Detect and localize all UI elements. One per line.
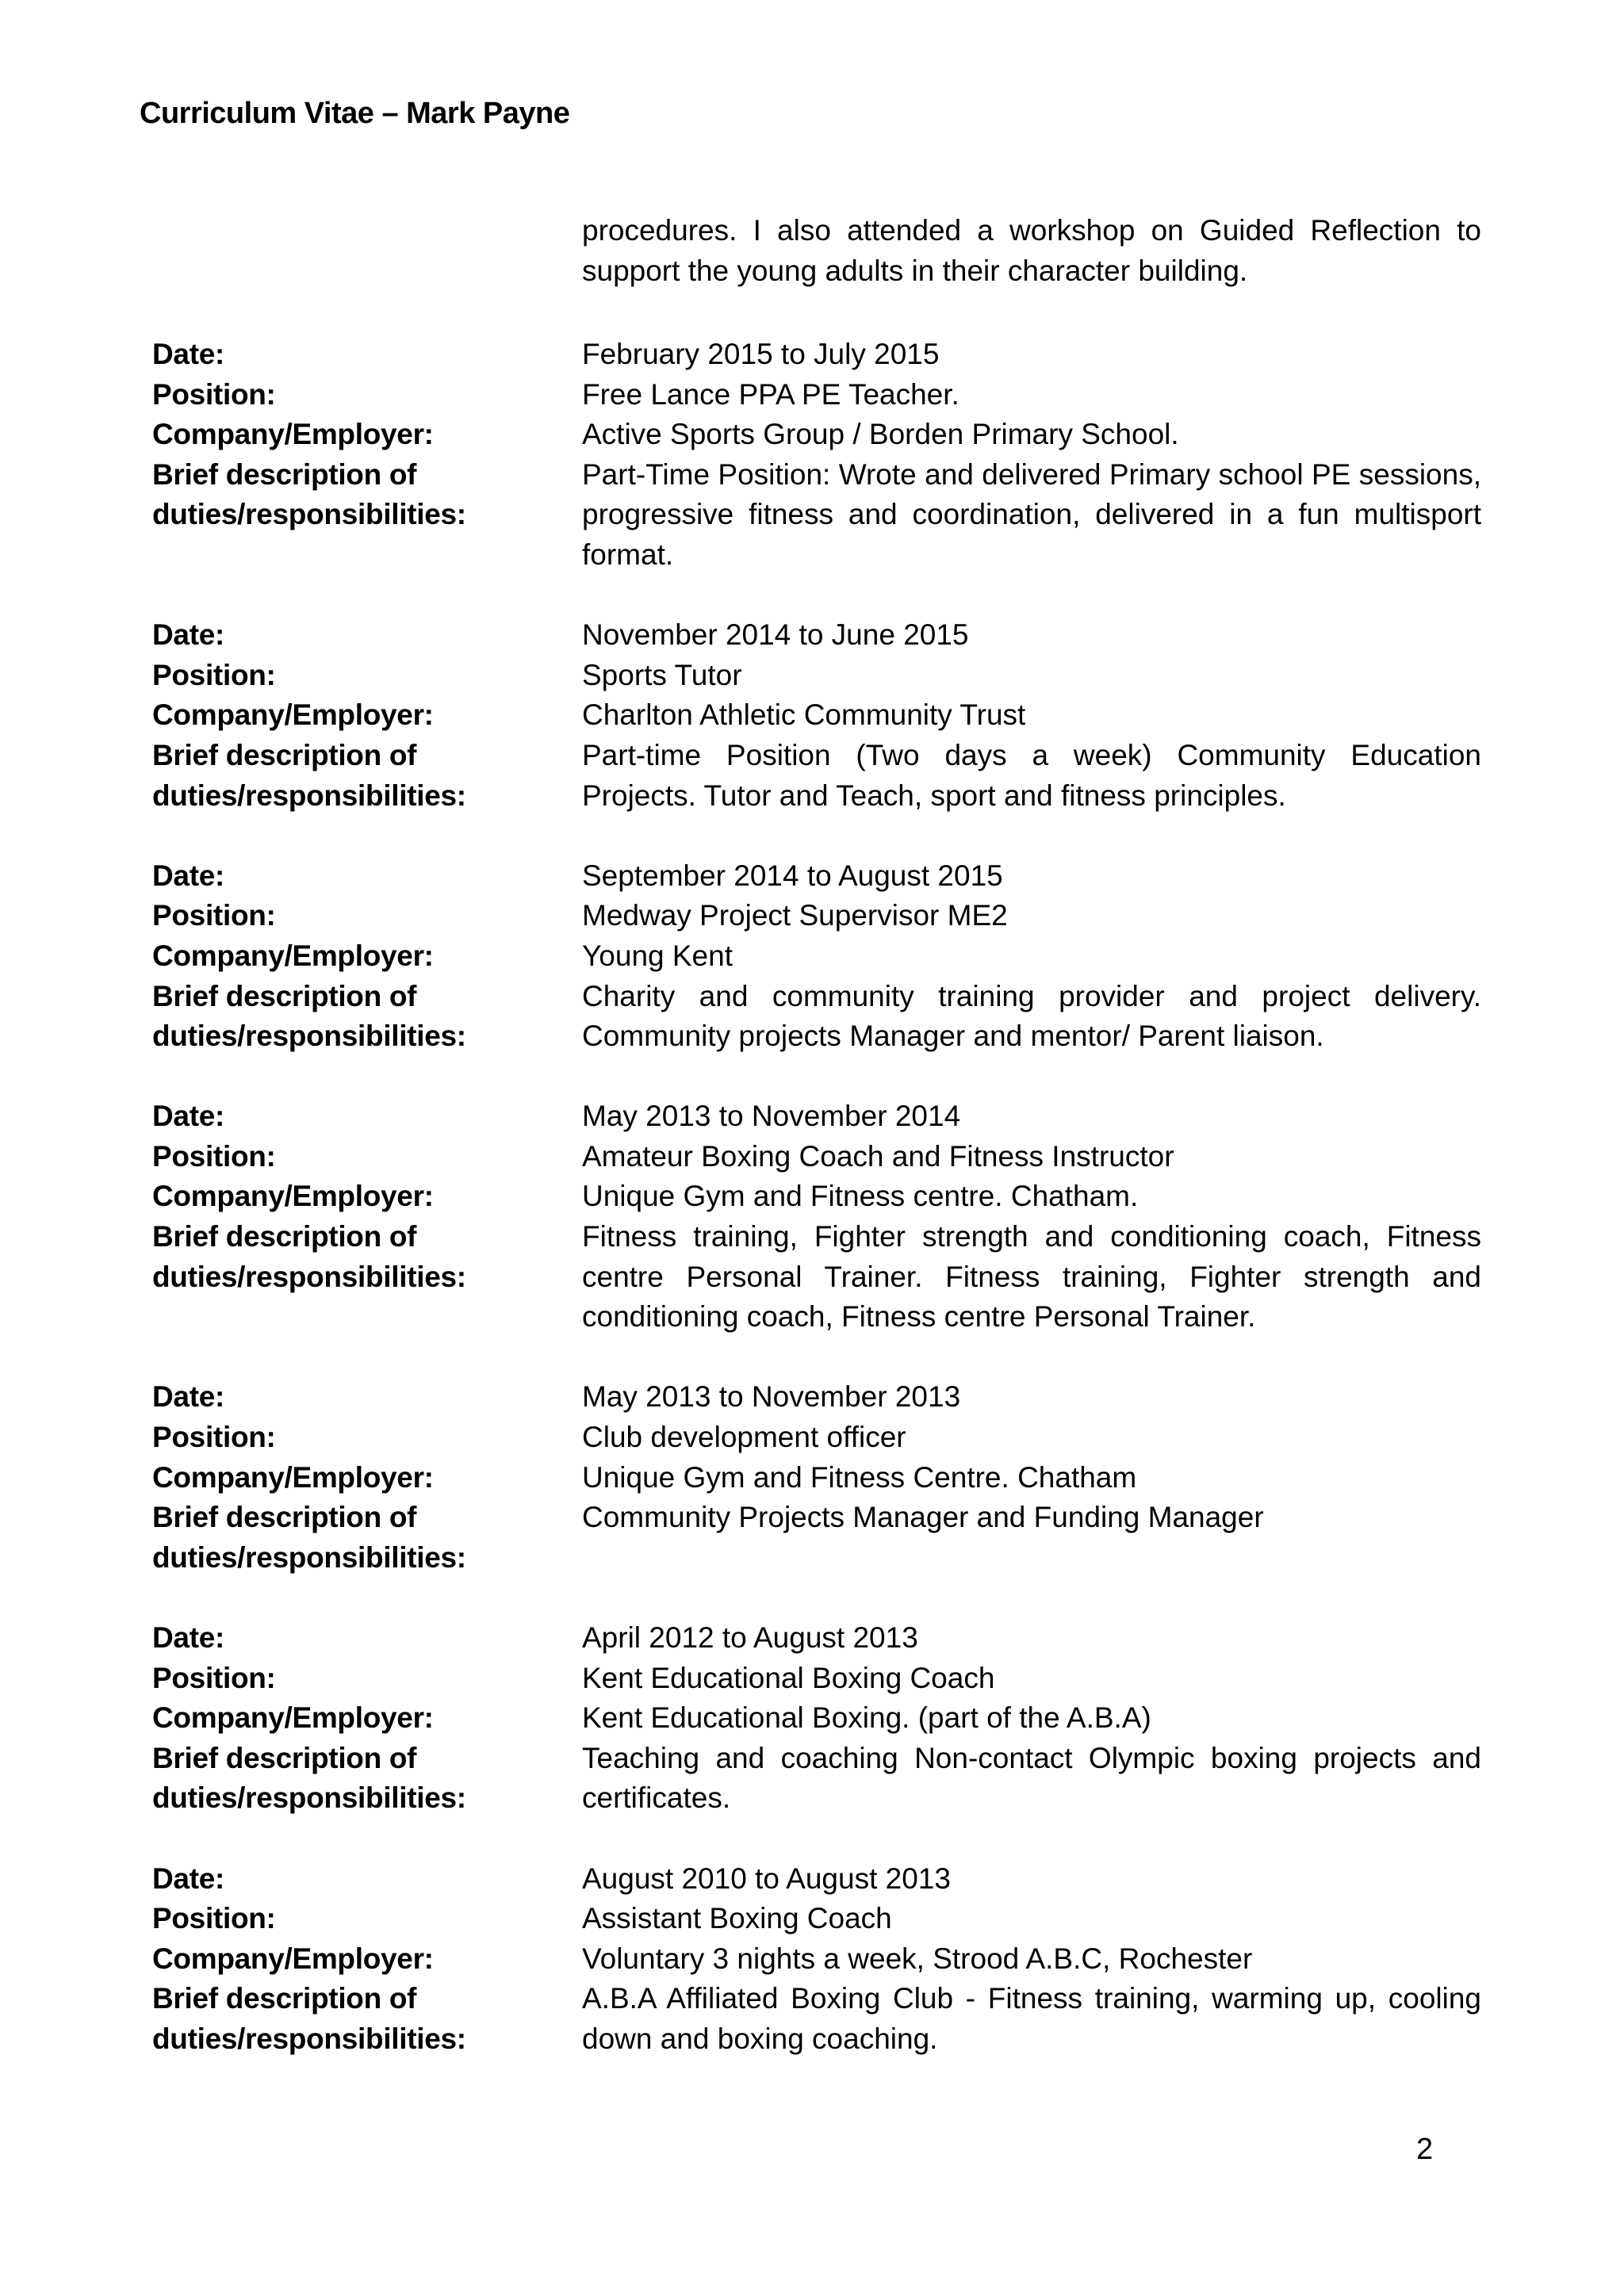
date-label: Date: — [152, 1380, 225, 1414]
description-label — [152, 455, 582, 535]
description-label-line2: duties/responsibilities: — [152, 1020, 466, 1053]
position-label: Position: — [152, 1421, 276, 1454]
date-value: August 2010 to August 2013 — [582, 1862, 951, 1895]
date-row — [152, 1096, 1481, 1137]
description-label — [152, 1739, 582, 1819]
position-value: Assistant Boxing Coach — [582, 1902, 892, 1935]
page-number: 2 — [1416, 2133, 1434, 2166]
date-row — [152, 856, 1481, 897]
company-value: Young Kent — [582, 939, 733, 972]
description-value: Community Projects Manager and Funding Manager — [582, 1501, 1264, 1534]
date-value: April 2012 to August 2013 — [582, 1621, 918, 1654]
date-row — [152, 335, 1481, 375]
date-row — [152, 1618, 1481, 1659]
date-row — [152, 1859, 1481, 1900]
description-value: Fitness training, Fighter strength and conditioning coach, Fitness centre Personal Trainer. Fitness training, Fighter strength and conditioning coach, Fitness centre Personal Trainer. — [582, 1220, 1481, 1334]
company-label: Company/Employer: — [152, 1701, 434, 1735]
description-label-line2: duties/responsibilities: — [152, 1781, 466, 1815]
company-label: Company/Employer: — [152, 418, 434, 451]
company-row — [152, 415, 1481, 455]
date-value: February 2015 to July 2015 — [582, 338, 940, 370]
description-value: Teaching and coaching Non-contact Olympic boxing projects and certificates. — [582, 1741, 1481, 1815]
description-value: A.B.A Affiliated Boxing Club - Fitness training, warming up, cooling down and boxing coaching. — [582, 1982, 1481, 2055]
position-row — [152, 1418, 1481, 1458]
position-value: Sports Tutor — [582, 658, 742, 691]
date-value: May 2013 to November 2013 — [582, 1380, 961, 1414]
description-row — [152, 1217, 1481, 1337]
position-row — [152, 1137, 1481, 1177]
position-label: Position: — [152, 899, 276, 932]
description-label-line1: Brief description of — [152, 738, 417, 771]
description-row — [152, 1498, 1481, 1578]
description-value: Charity and community training provider and project delivery. Community projects Manager and mentor/ Parent liaison. — [582, 979, 1481, 1053]
date-label: Date: — [152, 1621, 225, 1654]
date-label: Date: — [152, 859, 225, 892]
description-label — [152, 1498, 582, 1578]
company-value: Active Sports Group / Borden Primary School. — [582, 418, 1179, 451]
description-label-line2: duties/responsibilities: — [152, 2022, 466, 2055]
position-value: Club development officer — [582, 1421, 906, 1454]
description-row — [152, 1979, 1481, 2059]
position-label: Position: — [152, 658, 276, 691]
position-value: Free Lance PPA PE Teacher. — [582, 377, 959, 411]
employment-entry — [152, 1096, 1481, 1337]
position-row — [152, 1899, 1481, 1939]
date-value: May 2013 to November 2014 — [582, 1100, 961, 1133]
description-label-line2: duties/responsibilities: — [152, 1260, 466, 1293]
description-label-line1: Brief description of — [152, 1220, 417, 1253]
date-label: Date: — [152, 1100, 225, 1133]
position-label: Position: — [152, 1661, 276, 1694]
description-label — [152, 1217, 582, 1297]
description-label-line1: Brief description of — [152, 457, 417, 491]
description-row — [152, 736, 1481, 816]
description-label — [152, 736, 582, 816]
company-label: Company/Employer: — [152, 939, 434, 972]
company-row — [152, 1458, 1481, 1498]
position-label: Position: — [152, 1902, 276, 1935]
employment-history — [152, 335, 1481, 2099]
position-row — [152, 656, 1481, 696]
page-header-title: Curriculum Vitae – Mark Payne — [140, 97, 570, 130]
employment-entry — [152, 615, 1481, 816]
description-label-line2: duties/responsibilities: — [152, 779, 466, 812]
company-label: Company/Employer: — [152, 1180, 434, 1213]
company-value: Unique Gym and Fitness Centre. Chatham — [582, 1460, 1137, 1494]
date-row — [152, 1377, 1481, 1418]
description-label-line1: Brief description of — [152, 1501, 417, 1534]
position-label: Position: — [152, 377, 276, 411]
company-value: Unique Gym and Fitness centre. Chatham. — [582, 1180, 1139, 1213]
position-row — [152, 1659, 1481, 1699]
position-label: Position: — [152, 1139, 276, 1173]
position-row — [152, 375, 1481, 415]
company-row — [152, 1939, 1481, 1980]
company-label: Company/Employer: — [152, 1942, 434, 1975]
description-label-line1: Brief description of — [152, 1982, 417, 2015]
date-value: September 2014 to August 2015 — [582, 859, 1003, 892]
company-row — [152, 695, 1481, 736]
position-row — [152, 896, 1481, 936]
position-value: Amateur Boxing Coach and Fitness Instructor — [582, 1139, 1174, 1173]
position-value: Kent Educational Boxing Coach — [582, 1661, 995, 1694]
company-value: Kent Educational Boxing. (part of the A.B.A) — [582, 1701, 1151, 1735]
date-value: November 2014 to June 2015 — [582, 618, 969, 652]
description-label-line2: duties/responsibilities: — [152, 1540, 466, 1574]
description-row — [152, 1739, 1481, 1819]
employment-entry — [152, 1618, 1481, 1819]
description-row — [152, 455, 1481, 576]
description-label — [152, 977, 582, 1057]
description-label-line1: Brief description of — [152, 1741, 417, 1774]
position-value: Medway Project Supervisor ME2 — [582, 899, 1008, 932]
date-label: Date: — [152, 338, 225, 370]
description-label — [152, 1979, 582, 2059]
company-value: Charlton Athletic Community Trust — [582, 698, 1026, 732]
date-row — [152, 615, 1481, 656]
description-label-line1: Brief description of — [152, 979, 417, 1012]
date-label: Date: — [152, 618, 225, 652]
company-row — [152, 936, 1481, 977]
employment-entry — [152, 335, 1481, 576]
date-label: Date: — [152, 1862, 225, 1895]
intro-paragraph: procedures. I also attended a workshop on Guided Reflection to support the young adults in their character building. — [582, 214, 1481, 287]
description-value: Part-time Position (Two days a week) Community Education Projects. Tutor and Teach, sport and fitness principles. — [582, 738, 1481, 812]
company-label: Company/Employer: — [152, 698, 434, 732]
employment-entry — [152, 1859, 1481, 2060]
company-value: Voluntary 3 nights a week, Strood A.B.C, Rochester — [582, 1942, 1253, 1975]
company-row — [152, 1177, 1481, 1217]
description-row — [152, 977, 1481, 1057]
employment-entry — [152, 1377, 1481, 1578]
company-label: Company/Employer: — [152, 1460, 434, 1494]
description-value: Part-Time Position: Wrote and delivered Primary school PE sessions, progressive fitness and coordination, delivered in a fun multisport format. — [582, 457, 1481, 571]
employment-entry — [152, 856, 1481, 1057]
description-label-line2: duties/responsibilities: — [152, 498, 466, 531]
company-row — [152, 1698, 1481, 1739]
